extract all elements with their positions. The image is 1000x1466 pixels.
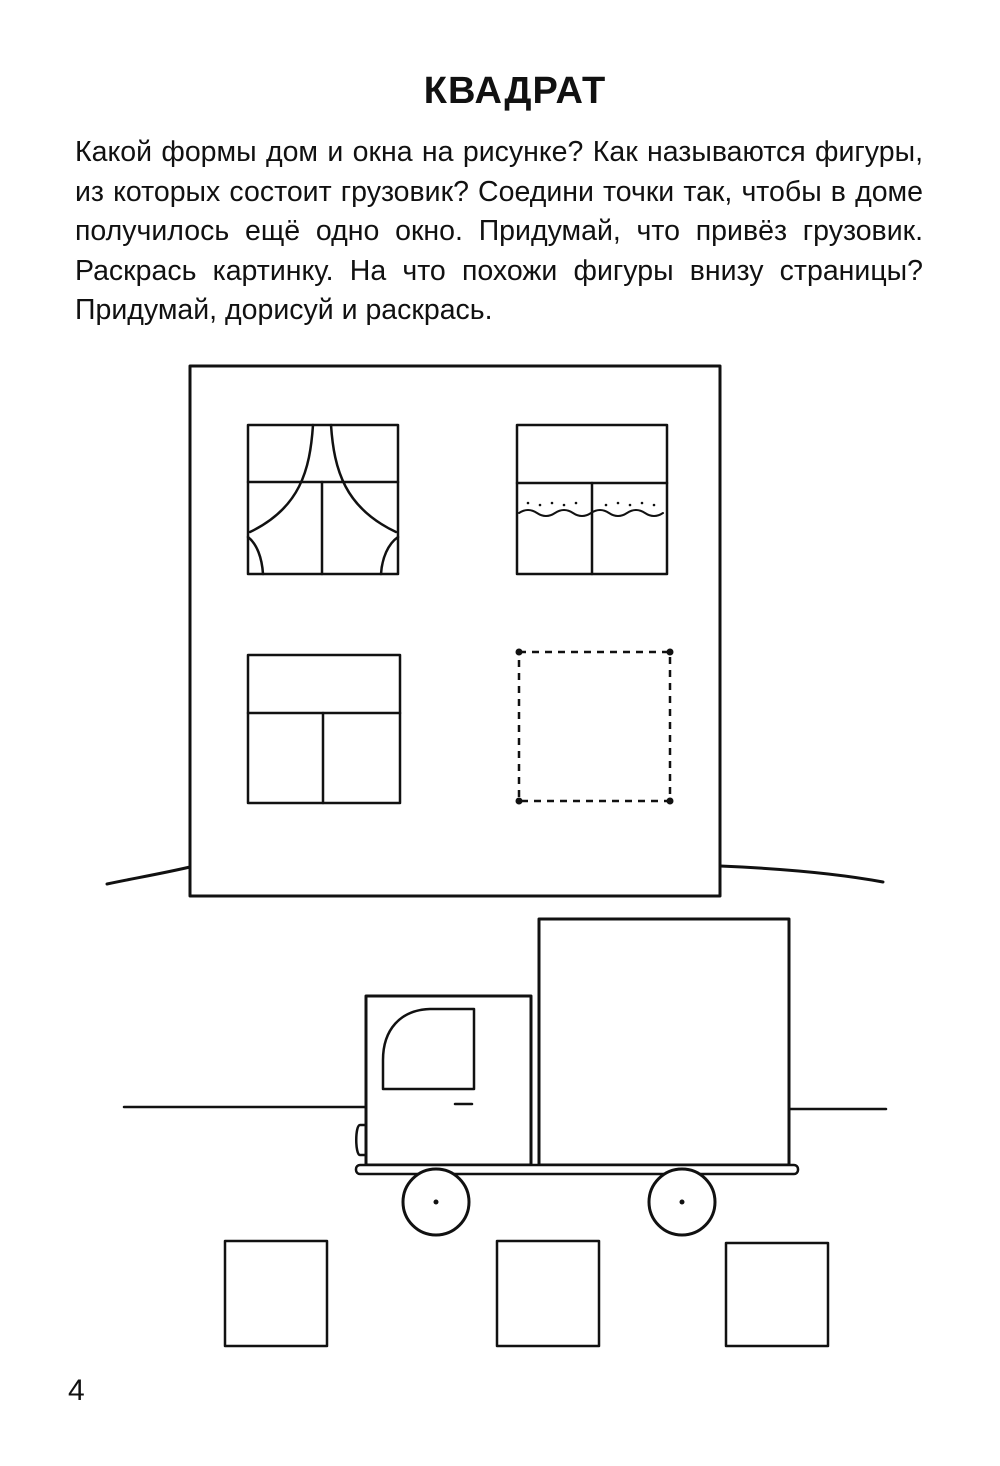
corner-dot: [667, 649, 674, 656]
truck: [356, 919, 798, 1235]
truck-cargo-box: [539, 919, 789, 1165]
corner-dot: [516, 649, 523, 656]
truck-rear-wheel: [649, 1169, 715, 1235]
page-title: КВАДРАТ: [423, 70, 607, 112]
corner-dot: [667, 798, 674, 805]
blank-square-right: [726, 1243, 828, 1346]
blank-square-left: [225, 1241, 327, 1346]
instructions-text: Какой формы дом и окна на рисунке? Как называются фигуры, из которых состоит грузовик? Соедини точки так, чтобы в доме получилось ещё одно окно. Придумай, что привёз грузовик. Раскрась картинку. На что похожи фигуры внизу страницы? Придумай, дорисуй и раскрась.: [75, 136, 923, 326]
page-number: 4: [68, 1374, 85, 1407]
truck-cab: [366, 996, 531, 1165]
truck-front-wheel: [403, 1169, 469, 1235]
corner-dot: [516, 798, 523, 805]
blank-square-middle: [497, 1241, 599, 1346]
house-square: [190, 366, 720, 896]
